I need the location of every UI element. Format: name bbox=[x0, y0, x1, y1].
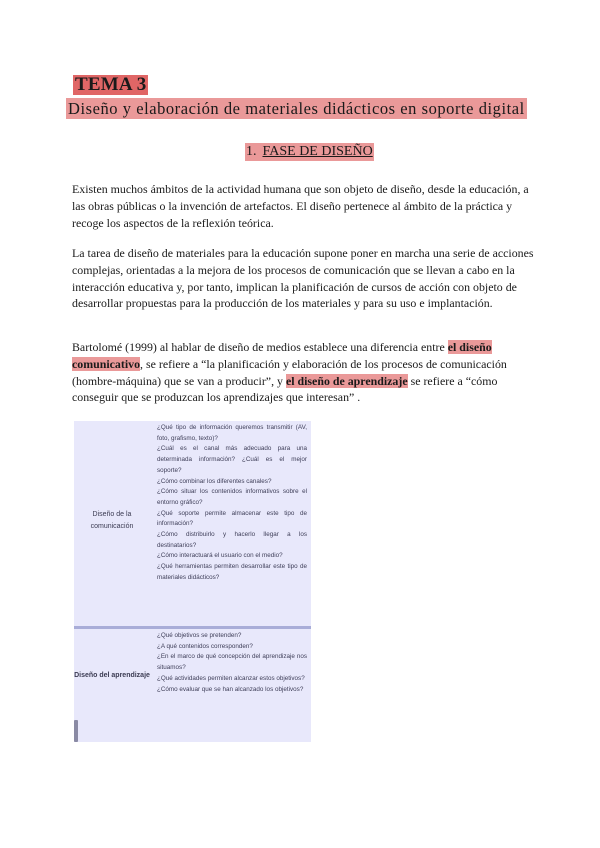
highlight-diseno-aprendizaje: el diseño de aprendizaje bbox=[285, 373, 408, 388]
design-questions-table-image bbox=[74, 421, 311, 742]
question-item: ¿Qué objetivos se pretenden? bbox=[157, 632, 242, 639]
question-item: ¿Qué soporte permite almacenar este tipo de información? bbox=[157, 509, 307, 528]
question-item: ¿A qué contenidos corresponden? bbox=[157, 642, 253, 650]
question-item: ¿Cómo evaluar que se han alcanzado los objetivos? bbox=[157, 685, 304, 693]
question-item: ¿Cómo situar los contenidos informativos sobre el entorno gráfico? bbox=[157, 488, 307, 506]
question-item: ¿Cómo combinar los diferentes canales? bbox=[157, 477, 272, 485]
question-item: ¿Qué tipo de información queremos transmitir (AV, foto, grafismo, texto)? bbox=[157, 424, 307, 442]
document-subtitle: Diseño y elaboración de materiales didácticos en soporte digital bbox=[68, 99, 525, 118]
paragraph-intro: Existen muchos ámbitos de la actividad humana que son objeto de diseño, desde la educación, a las obras públicas o la invención de artefactos. El diseño pertenece al ámbito de la práctica y recoge los aspectos de la reflexión teórica. bbox=[72, 182, 529, 230]
row-label-aprendizaje: Diseño del aprendizaje bbox=[74, 672, 150, 679]
question-list-comunicacion bbox=[157, 423, 307, 584]
question-item: ¿Qué herramientas permiten desarrollar este tipo de materiales didácticos? bbox=[157, 563, 307, 581]
table-row-aprendizaje bbox=[74, 630, 311, 742]
section-heading bbox=[245, 143, 374, 161]
table-row-comunicacion bbox=[74, 421, 311, 626]
question-item: ¿Qué actividades permiten alcanzar estos objetivos? bbox=[157, 674, 305, 682]
section-title: FASE DE DISEÑO bbox=[262, 144, 373, 159]
paragraph-bartolome bbox=[72, 339, 542, 406]
question-item: ¿Cómo interactuará el usuario con el medio? bbox=[157, 552, 283, 560]
tema-heading: TEMA 3 bbox=[75, 74, 147, 95]
question-list-aprendizaje bbox=[157, 631, 307, 695]
paragraph-tarea-diseno: La tarea de diseño de materiales para la educación supone poner en marcha una serie de acciones complejas, orientadas a la mejora de los procesos de comunicación que se llevan a cabo en la interacción educativa y, por tanto, implican la planificación de cursos de acción con objeto de desarrollar propuestas para la producción de los materiales y para su uso e implantación. bbox=[72, 246, 534, 311]
bartolome-text-3: se refiere a “cómo conseguir que se produzcan los aprendizajes que interesan” . bbox=[72, 373, 498, 405]
bartolome-text-2: , se refiere a “la planificación y elaboración de los procesos de comunicación (hombre-máquina) que se van a producir”, y bbox=[72, 356, 507, 388]
image-edge-tab bbox=[74, 720, 78, 742]
bartolome-text-1: Bartolomé (1999) al hablar de diseño de medios establece una diferencia entre bbox=[72, 340, 448, 354]
question-item: ¿Cómo distribuirlo y hacerlo llegar a los destinatarios? bbox=[157, 531, 307, 549]
row-label-comunicacion: Diseño de la comunicación bbox=[90, 511, 134, 530]
question-item: ¿Cuál es el canal más adecuado para una determinada información? ¿Cuál es el mejor soporte? bbox=[157, 445, 307, 474]
table-row-divider bbox=[74, 626, 311, 629]
question-item: ¿En el marco de qué concepción del aprendizaje nos situamos? bbox=[157, 653, 307, 672]
section-number: 1. bbox=[246, 144, 257, 159]
highlight-diseno-comunicativo: el diseño comunicativo bbox=[72, 340, 492, 371]
